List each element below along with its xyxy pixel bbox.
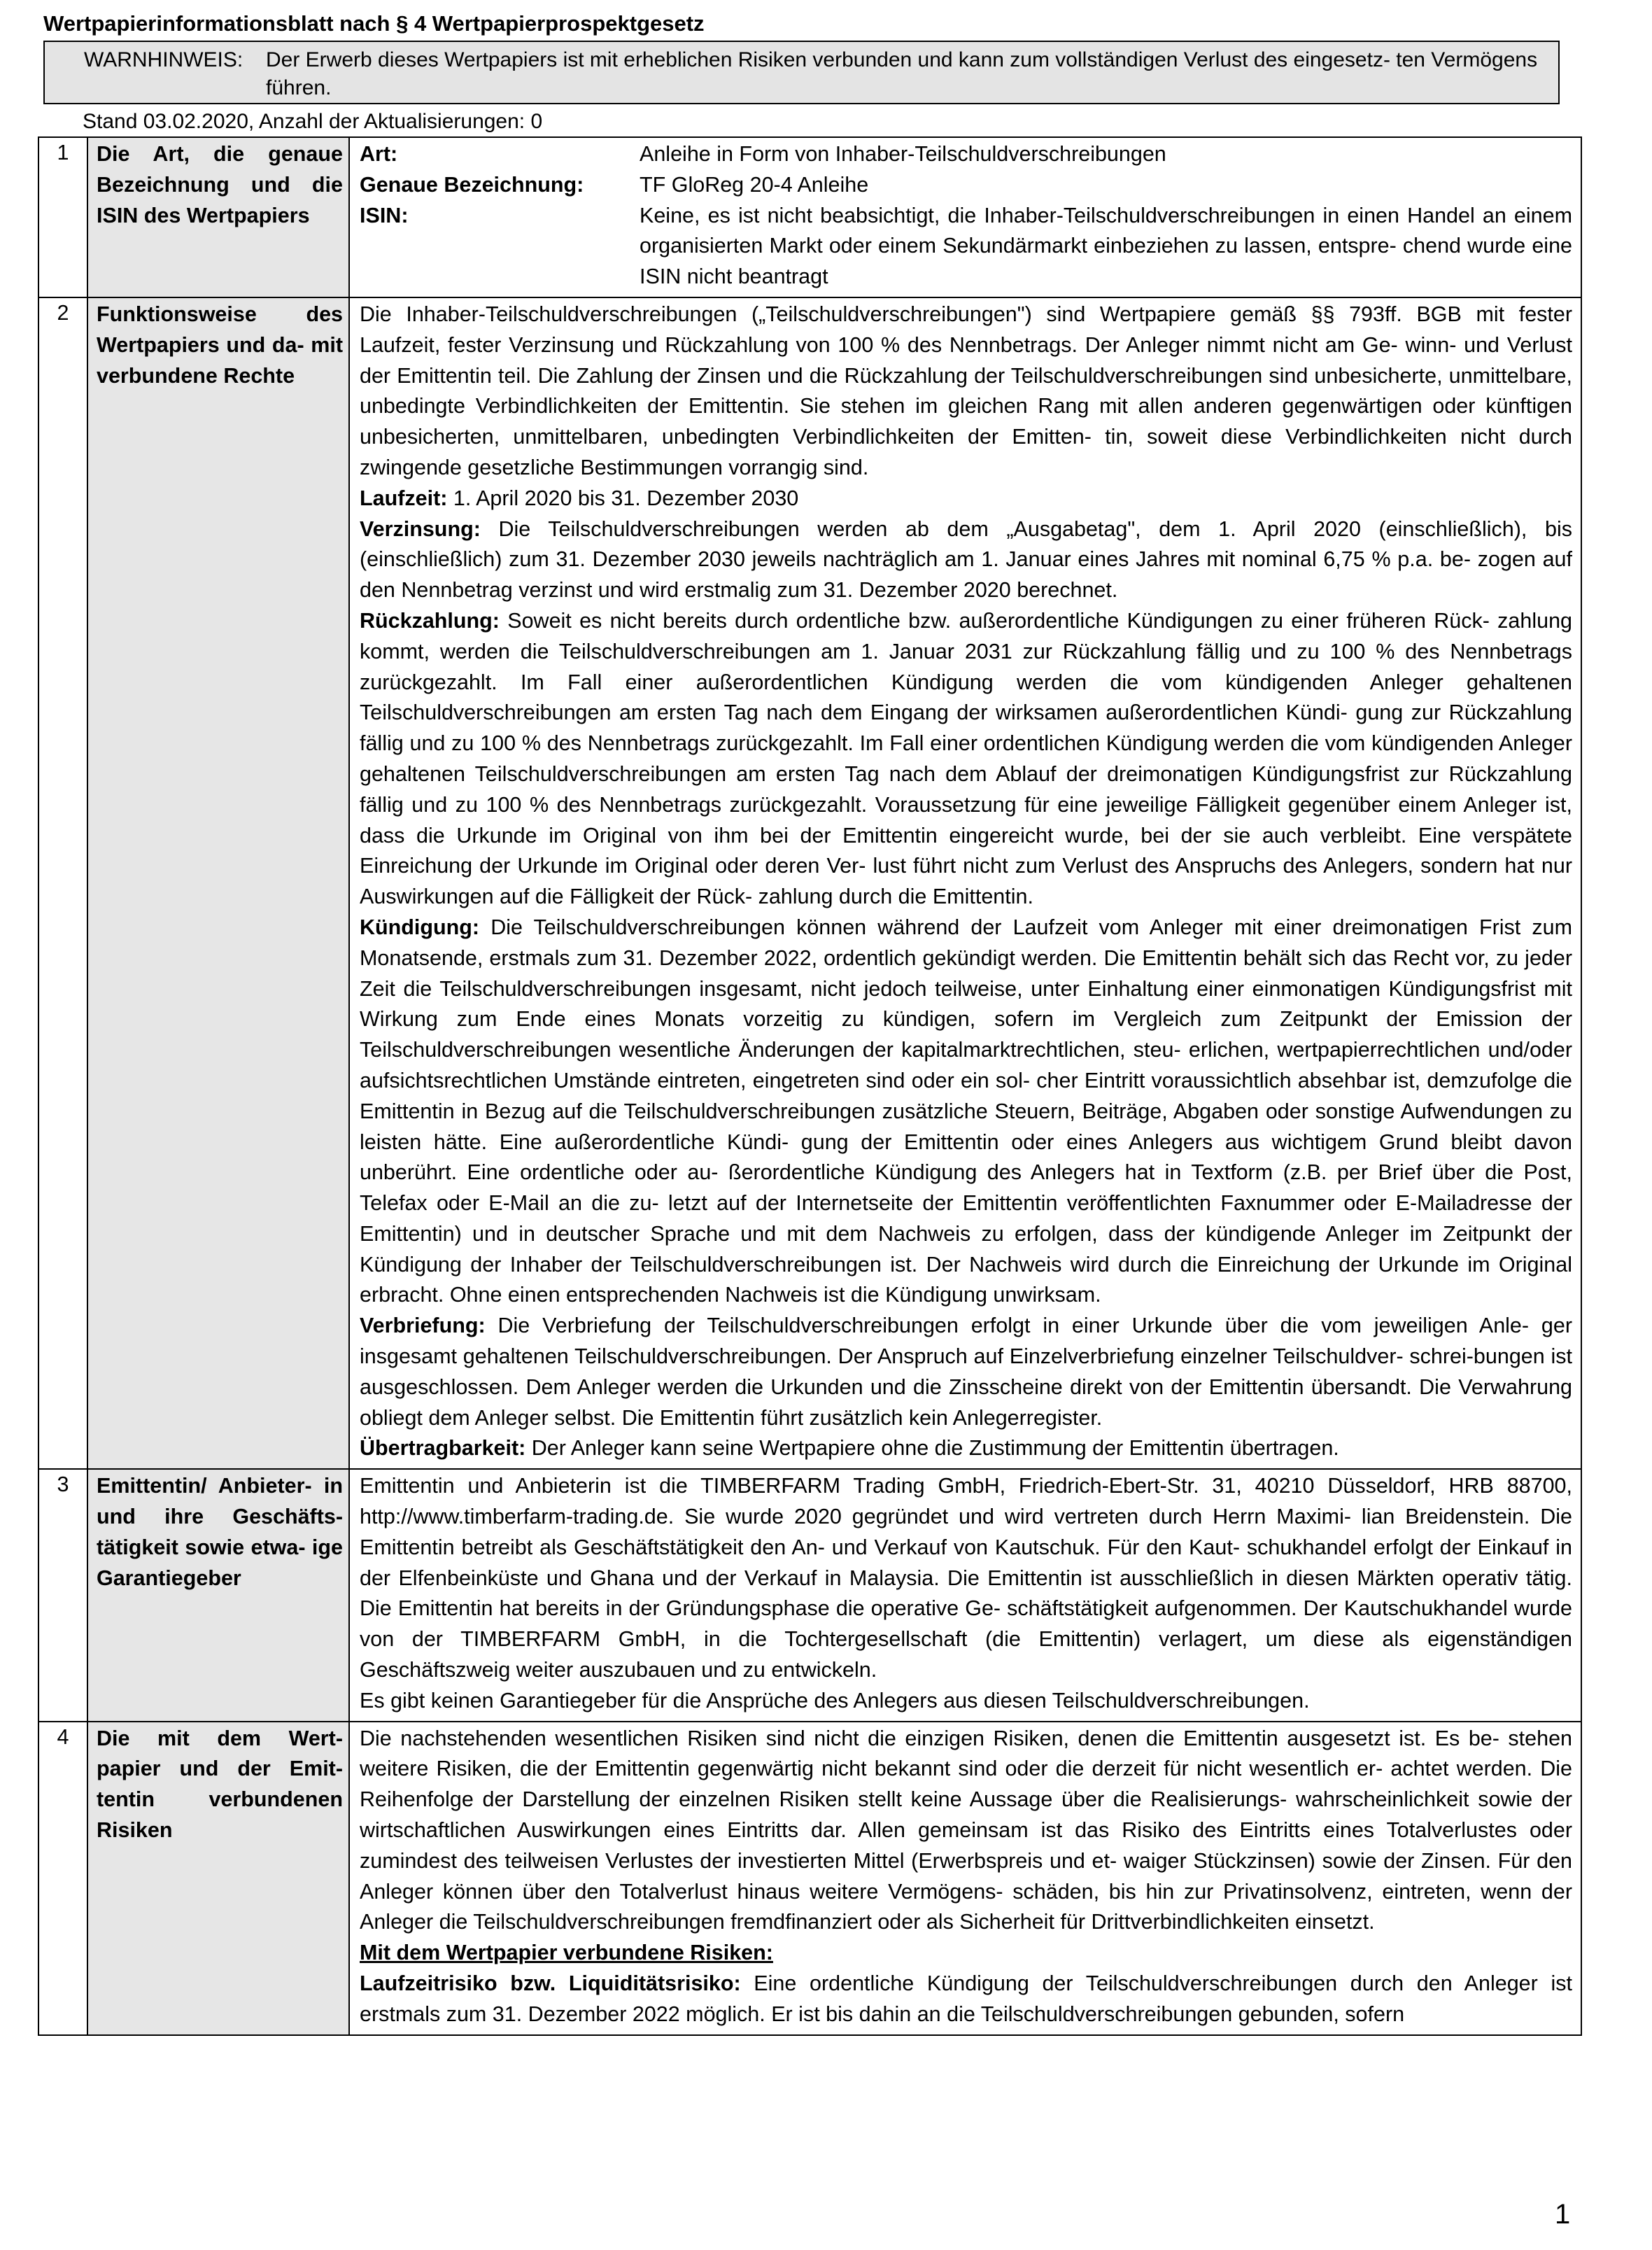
section-number: 4 xyxy=(38,1722,87,2035)
section-content xyxy=(349,1469,1581,1721)
para-heading: Laufzeitrisiko bzw. Liquiditätsrisiko: xyxy=(360,1971,741,1996)
interest-paragraph xyxy=(360,514,1572,606)
term-paragraph xyxy=(360,484,1572,514)
para-text: Der Anleger kann seine Wertpapiere ohne die Zustimmung der Emittentin übertragen. xyxy=(525,1436,1339,1461)
termination-paragraph xyxy=(360,913,1572,1311)
version-status: Stand 03.02.2020, Anzahl der Aktualisierungen: 0 xyxy=(83,110,543,133)
page-title: Wertpapierinformationsblatt nach § 4 Wertpapierprospektgesetz xyxy=(43,11,705,36)
para-text: Eine ordentliche Kündigung der Teilschuldverschreibungen durch den Anleger ist erstmals zum 31. Dezember 2022 möglich. Er ist bis dahin an die Teilschuldverschreibungen gebunden, sofern xyxy=(360,1971,1572,2026)
section-label: Funktionsweise des Wertpapiers und da- mit verbundene Rechte xyxy=(87,297,349,1469)
warning-label: WARNHINWEIS: xyxy=(84,48,243,71)
key-value-list xyxy=(360,139,1572,293)
kv-value: Keine, es ist nicht beabsichtigt, die Inhaber-Teilschuldverschreibungen in einen Handel an einem organisierten Markt oder einem Sekundärmarkt einbeziehen zu lassen, entspre- chend wurde eine ISIN nicht beantragt xyxy=(640,203,1572,289)
intro-paragraph: Die Inhaber-Teilschuldverschreibungen („Teilschuldverschreibungen") sind Wertpapiere gemäß §§ 793ff. BGB mit fester Laufzeit, fester Verzinsung und Rückzahlung von 100 % des Nennbetrags. Der Anleger nimmt nicht am Ge- winn- und Verlust der Emittentin teil. Die Zahlung der Zinsen und die Rückzahlung der Teilschuldverschreibungen sind unbesicherte, unmittelbare, unbedingte Verbindlichkeiten der Emittentin. Sie stehen im gleichen Rang mit allen anderen gegenwärtigen oder künftigen unbesicherten, unmittelbaren, unbedingten Verbindlichkeiten der Emitten- tin, soweit diese Verbindlichkeiten nicht durch zwingende gesetzliche Bestimmungen vorrangig sind. xyxy=(360,302,1572,479)
section-number: 1 xyxy=(38,137,87,297)
section-row-2 xyxy=(38,297,1581,1469)
section-row-1 xyxy=(38,137,1581,297)
para-text: Die Teilschuldverschreibungen können während der Laufzeit vom Anleger mit einer dreimonatigen Frist zum Monatsende, erstmals zum 31. Dezember 2022, ordentlich gekündigt werden. Die Emittentin behält sich das Recht vor, zu jeder Zeit die Teilschuldverschreibungen insgesamt, nicht jedoch teilweise, unter Einhaltung einer einmonatigen Kündigungsfrist mit Wirkung zum Ende eines Monats vorzeitig zu kündigen, sofern im Vergleich zum Zeitpunkt der Emission der Teilschuldverschreibungen wesentliche Änderungen der kapitalmarktrechtlichen, steu- erlichen, wertpapierrechtlichen und/oder aufsichtsrechtlichen Umstände eintreten, eingetreten sind oder ein sol- cher Eintritt voraussichtlich absehbar ist, demzufolge die Emittentin in Bezug auf die Teilschuldverschreibungen zusätzliche Steuern, Beiträge, Abgaben oder sonstige Aufwendungen zu leisten hätte. Eine außerordentliche Kündi- gung der Emittentin oder eines Anlegers aus wichtigem Grund bleibt davon unberührt. Eine ordentliche oder au- ßerordentliche Kündigung des Anlegers hat in Textform (z.B. per Brief über die Post, Telefax oder E-Mail an die zu- letzt auf der Internetseite der Emittentin veröffentlichten Faxnummer oder E-Mailadresse der Emittentin) und in deutscher Sprache und mit dem Nachweis zu erfolgen, dass der kündigende Anleger im Zeitpunkt der Kündigung der Inhaber der Teilschuldverschreibungen ist. Der Nachweis wird durch die Einreichung der Urkunde im Original erbracht. Ohne einen entsprechenden Nachweis ist die Kündigung unwirksam. xyxy=(360,915,1572,1307)
para-heading: Kündigung: xyxy=(360,915,480,939)
section-label: Emittentin/ Anbieter- in und ihre Geschäfts- tätigkeit sowie etwa- ige Garantiegeber xyxy=(87,1469,349,1721)
section-content xyxy=(349,297,1581,1469)
section-number: 2 xyxy=(38,297,87,1469)
issuer-paragraph: Emittentin und Anbieterin ist die TIMBERFARM Trading GmbH, Friedrich-Ebert-Str. 31, 40210 Düsseldorf, HRB 88700, http://www.timberfarm-trading.de. Sie wurde 2020 gegründet und wird vertreten durch Herrn Maximi- lian Breidenstein. Die Emittentin betreibt als Geschäftstätigkeit den An- und Verkauf von Kautschuk. Für den Kaut- schukhandel erfolgt der Einkauf in der Elfenbeinküste und Ghana und der Verkauf in Malaysia. Die Emittentin ist ausschließlich in diesen Märkten operativ tätig. Die Emittentin hat bereits in der Gründungsphase die operative Ge- schäftstätigkeit aufgenommen. Der Kautschukhandel wurde von der TIMBERFARM GmbH, in die Tochtergesellschaft (die Emittentin) verlagert, um diese als eigenständigen Geschäftszweig weiter auszubauen und zu entwickeln. xyxy=(360,1474,1572,1682)
repayment-paragraph xyxy=(360,606,1572,913)
kv-value: Anleihe in Form von Inhaber-Teilschuldverschreibungen xyxy=(640,142,1166,166)
liquidity-risk-paragraph xyxy=(360,1969,1572,2030)
para-heading: Übertragbarkeit: xyxy=(360,1436,526,1461)
kv-value: TF GloReg 20-4 Anleihe xyxy=(640,172,869,197)
para-heading: Rückzahlung: xyxy=(360,608,500,633)
kv-key: ISIN: xyxy=(360,203,409,227)
para-text: Soweit es nicht bereits durch ordentliche bzw. außerordentliche Kündigungen zu einer früheren Rück- zahlung kommt, werden die Teilschuldverschreibungen am 1. Januar 2031 zur Rückzahlung fällig und zu 100 % des Nennbetrags zurückgezahlt. Im Fall einer außerordentlichen Kündigung werden die vom kündigenden Anleger gehaltenen Teilschuldverschreibungen am ersten Tag nach dem Eingang der wirksamen außerordentlichen Kündi- gung zur Rückzahlung fällig und zu 100 % des Nennbetrags zurückgezahlt. Im Fall einer ordentlichen Kündigung werden die vom kündigenden Anleger gehaltenen Teilschuldverschreibungen am ersten Tag nach dem Ablauf der dreimonatigen Kündigungsfrist zur Rückzahlung fällig und zu 100 % des Nennbetrags zurückgezahlt. Voraussetzung für eine jeweilige Fälligkeit gegenüber einem Anleger ist, dass die Urkunde im Original von ihm bei der Emittentin eingereicht wurde, bei der sie auch verbleibt. Eine verspätete Einreichung der Urkunde im Original oder deren Ver- lust führt nicht zum Verlust des Anspruchs des Anlegers, sondern hat nur Auswirkungen auf die Fälligkeit der Rück- zahlung durch die Emittentin. xyxy=(360,608,1572,909)
section-content xyxy=(349,1722,1581,2035)
page-number: 1 xyxy=(1555,2199,1571,2230)
para-text: Die Teilschuldverschreibungen werden ab dem „Ausgabetag", dem 1. April 2020 (einschließlich), bis (einschließlich) zum 31. Dezember 2030 jeweils nachträglich am 1. Januar eines Jahres mit nominal 6,75 % p.a. be- zogen auf den Nennbetrag verzinst und wird erstmalig zum 31. Dezember 2020 berechnet. xyxy=(360,516,1572,603)
kv-key: Art: xyxy=(360,142,398,166)
risk-intro-paragraph: Die nachstehenden wesentlichen Risiken sind nicht die einzigen Risiken, denen die Emittentin ausgesetzt ist. Es be- stehen weitere Risiken, die der Emittentin gegenwärtig nicht bekannt sind oder die derzeit für nicht wesentlich er- achtet werden. Die Reihenfolge der Darstellung der einzelnen Risiken stellt keine Aussage über die Realisierungs- wahrscheinlichkeit sowie der wirtschaftlichen Auswirkungen eines Eintritts dar. Allen gemeinsam ist das Risiko des Eintritts eines Totalverlustes oder zumindest des teilweisen Verlustes der investierten Mittel (Erwerbspreis und et- waiger Stückzinsen) sowie der Zinsen. Für den Anleger können über den Totalverlust hinaus weitere Vermögens- schäden, bis hin zur Privatinsolvenz, eintreten, wenn der Anleger die Teilschuldverschreibungen fremdfinanziert oder als Sicherheit für Drittverbindlichkeiten einsetzt. xyxy=(360,1726,1572,1934)
transferability-paragraph xyxy=(360,1433,1572,1464)
guarantor-paragraph: Es gibt keinen Garantiegeber für die Ansprüche des Anlegers aus diesen Teilschuldverschreibungen. xyxy=(360,1688,1310,1713)
section-label: Die Art, die genaue Bezeichnung und die ISIN des Wertpapiers xyxy=(87,137,349,297)
risk-subheading: Mit dem Wertpapier verbundene Risiken: xyxy=(360,1941,773,1965)
para-text: 1. April 2020 bis 31. Dezember 2030 xyxy=(447,486,799,510)
securitization-paragraph xyxy=(360,1311,1572,1433)
section-content xyxy=(349,137,1581,297)
section-row-4 xyxy=(38,1722,1581,2035)
section-label: Die mit dem Wert- papier und der Emit- tentin verbundenen Risiken xyxy=(87,1722,349,2035)
section-row-3 xyxy=(38,1469,1581,1721)
kv-key: Genaue Bezeichnung: xyxy=(360,172,584,197)
para-heading: Laufzeit: xyxy=(360,486,448,510)
para-heading: Verbriefung: xyxy=(360,1314,486,1338)
warning-box xyxy=(43,41,1560,104)
warning-text: Der Erwerb dieses Wertpapiers ist mit erheblichen Risiken verbunden und kann zum vollständigen Verlust des eingesetz- ten Vermögens führen. xyxy=(266,48,1538,99)
para-text: Die Verbriefung der Teilschuldverschreibungen erfolgt in einer Urkunde über die vom jeweiligen Anle- ger insgesamt gehaltenen Teilschuldverschreibungen. Der Anspruch auf Einzelverbriefung einzelner Teilschuldver- schrei-bungen ist ausgeschlossen. Dem Anleger werden die Urkunden und die Zinsscheine direkt von der Emittentin übersandt. Die Verwahrung obliegt dem Anleger selbst. Die Emittentin führt zusätzlich kein Anlegerregister. xyxy=(360,1314,1572,1430)
info-table xyxy=(38,136,1582,2036)
section-number: 3 xyxy=(38,1469,87,1721)
para-heading: Verzinsung: xyxy=(360,516,481,541)
